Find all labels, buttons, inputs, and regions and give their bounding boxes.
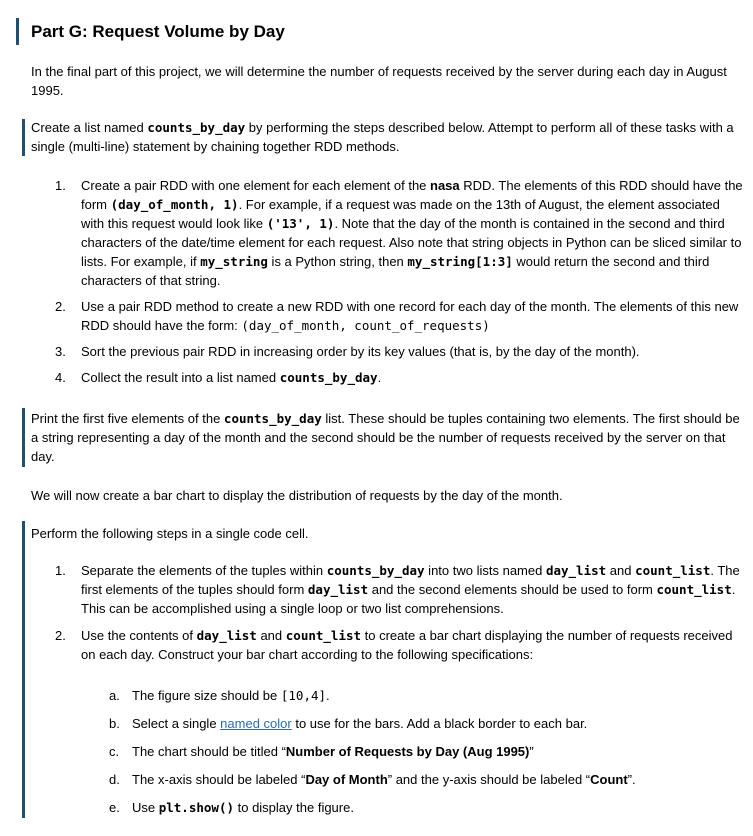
task1-accent-bar bbox=[22, 119, 25, 156]
print-paragraph: Print the first five elements of the counts_by_day list. These should be tuples containing two elements. The first should be a string representing a day of the month and the second should be the number of requests received by the server on that day. bbox=[31, 411, 740, 464]
task1-steps bbox=[31, 176, 746, 387]
task2-accent-bar bbox=[22, 521, 25, 818]
list-item: 2. Use a pair RDD method to create a new RDD with one record for each day of the month. The elements of this new RDD should have the form: (day_of_month, count_of_requests) bbox=[55, 299, 739, 333]
code-counts-by-day: counts_by_day bbox=[147, 120, 246, 135]
task2-lead: Perform the following steps in a single code cell. bbox=[31, 526, 309, 541]
intro-paragraph: In the final part of this project, we will determine the number of requests received by the server during each day in August 1995. bbox=[31, 64, 727, 98]
print-accent-bar bbox=[22, 408, 25, 467]
list-item: 3. Sort the previous pair RDD in increasing order by its key values (that is, by the day of the month). bbox=[55, 344, 640, 359]
list-item: 2. Use the contents of day_list and count_list to create a bar chart displaying the number of requests received on each day. Construct your bar chart according to the following specifications: bbox=[55, 628, 733, 662]
task2-steps bbox=[31, 561, 746, 664]
list-item: 1. Create a pair RDD with one element for each element of the nasa RDD. The elements of this RDD should have the form (day_of_month, 1). For example, if a request was made on the 13th of August, the element associated with this request would look like ('13', 1). Note that the day of the month is contained in the second and third characters of the date/time element for each request. Also note that string objects in Python can be sliced similar to lists. For example, if my_string is a Python string, then my_string[1:3] would return the second and third characters of that string. bbox=[55, 178, 743, 288]
list-item: 1. Separate the elements of the tuples within counts_by_day into two lists named day_list and count_list. The first elements of the tuples should form day_list and the second elements should be used to form count_list. This can be accomplished using a single loop or two list comprehensions. bbox=[55, 563, 740, 616]
list-item: a. The figure size should be [10,4]. bbox=[109, 688, 330, 703]
list-item: e. Use plt.show() to display the figure. bbox=[109, 800, 354, 815]
bar-chart-intro: We will now create a bar chart to display the distribution of requests by the day of the month. bbox=[31, 488, 563, 503]
list-item: 4. Collect the result into a list named counts_by_day. bbox=[55, 370, 382, 385]
task1-lead: Create a list named counts_by_day by performing the steps described below. Attempt to perform all of these tasks with a single (multi-line) statement by chaining together RDD methods. bbox=[31, 120, 734, 154]
chart-specs bbox=[31, 686, 746, 817]
list-item: c. The chart should be titled “Number of Requests by Day (Aug 1995)” bbox=[109, 744, 534, 759]
list-item: d. The x-axis should be labeled “Day of Month” and the y-axis should be labeled “Count”. bbox=[109, 772, 636, 787]
named-color-link[interactable]: named color bbox=[220, 716, 292, 731]
list-item: b. Select a single named color to use for the bars. Add a black border to each bar. bbox=[109, 716, 588, 731]
page-title: Part G: Request Volume by Day bbox=[16, 18, 285, 45]
